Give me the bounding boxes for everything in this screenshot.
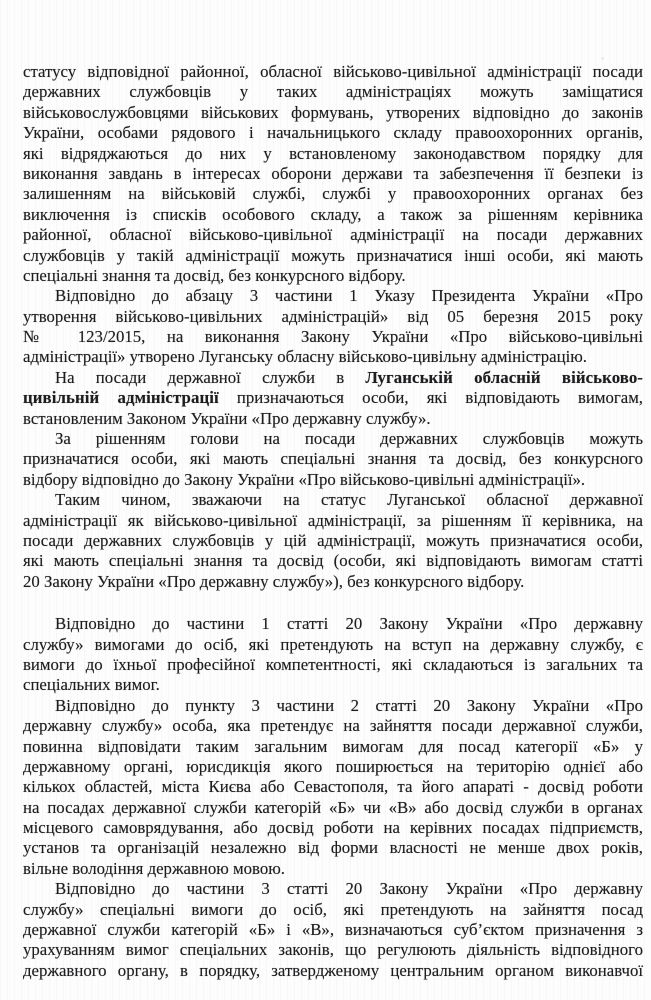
text-line: на посадах державної служби категорій «Б» чи «В» або досвід служби в органах	[23, 797, 643, 817]
text-line: Відповідно до частини 1 статті 20 Закону України «Про державну	[55, 614, 643, 634]
text-line: № 123/2015, на виконання Закону України «Про військово-цивільні	[23, 327, 643, 347]
paragraph	[23, 614, 643, 696]
text-line: районної, обласної військово-цивільної адміністрації на посади державних	[23, 225, 643, 245]
text-line: місцевого самоврядування, або досвід роботи на керівних посадах підприємств,	[23, 818, 643, 838]
text-line: військовослужбовцями військових формувань, утворених відповідно до законів	[23, 102, 643, 122]
scan-speck	[448, 663, 451, 667]
text-line: За рішенням голови на посади державних службовців можуть	[55, 429, 643, 449]
text-line: Таким чином, зважаючи на статус Луганської обласної державної	[55, 490, 643, 510]
text-line: урахуванням вимог спеціальних законів, що регулюють діяльність відповідного	[23, 940, 643, 960]
paragraph	[23, 286, 643, 368]
text-line: Відповідно до пункту 3 частини 2 статті 20 Закону України «Про	[55, 695, 643, 715]
text-line: адміністрації» утворено Луганську обласну військово-цивільну адміністрацію.	[23, 347, 587, 367]
text-line: повинна відповідати таким загальним вимогам для посад категорії «Б» у	[23, 736, 643, 756]
text-line: державну службу» особа, яка претендує на зайняття посади державної служби,	[23, 716, 643, 736]
text-line: статусу відповідної районної, обласної військово-цивільної адміністрації посади	[23, 62, 643, 81]
scan-speck	[601, 57, 604, 60]
paragraph	[23, 696, 643, 880]
text-line: виконання завдань в інтересах оборони держави та забезпечення її безпеки із	[23, 163, 643, 183]
text-line: спеціальних вимог.	[23, 675, 160, 695]
text-line: службовців у такій адміністрації можуть призначатися інші особи, які мають	[23, 245, 643, 265]
text-line: державних службовців у таких адміністраціях можуть заміщатися	[23, 82, 643, 102]
paragraph	[23, 879, 643, 981]
text-line: Відповідно до частини 3 статті 20 Закону України «Про державну	[55, 879, 643, 899]
paragraph	[23, 429, 643, 490]
text-line: державного органу, в порядку, затвердженому центральним органом виконавчої	[23, 960, 643, 980]
text-line: призначатися особи, які мають спеціальні знання та досвід, без конкурсного	[23, 449, 643, 469]
text-line: державної служби категорій «Б» і «В», визначаються суб’єктом призначення з	[23, 920, 643, 940]
text-line: службу» спеціальні вимоги до осіб, які претендують на зайняття посад	[23, 899, 643, 919]
text-line: службу» вимогами до осіб, які претендують на вступ на державну службу, є	[23, 634, 643, 654]
text-line: адміністрації як військово-цивільної адміністрації, за рішенням її керівника, на	[23, 510, 643, 530]
text-line: які мають спеціальні знання та досвід (особи, які відповідають вимогам статті	[23, 551, 643, 571]
scan-speck	[583, 906, 585, 911]
text-line: 20 Закону України «Про державну службу»), без конкурсного відбору.	[23, 571, 525, 591]
paragraph	[23, 490, 643, 592]
text-line: вільне володіння державною мовою.	[23, 858, 285, 878]
paragraph	[23, 368, 643, 429]
text-line: України, особами рядового і начальницького складу правоохоронних органів,	[23, 123, 643, 143]
text-line: державному органі, юрисдикція якого поширюється на територію однієї або	[23, 756, 643, 776]
paragraph	[23, 62, 643, 286]
text-line: установ та організацій незалежно від форми власності не менше двох років,	[23, 838, 643, 858]
text-line: посади державних службовців у цій адміністрації, можуть призначатися особи,	[23, 530, 643, 550]
text-line: залишенням на військовій службі, службі у правоохоронних органах без	[23, 184, 643, 204]
document-body	[23, 62, 643, 981]
text-line: виключення із списків особового складу, а також за рішенням керівника	[23, 204, 643, 224]
text-line: На посади державної служби в Луганській обласній військово-	[55, 367, 643, 387]
text-line: цивільній адміністрації призначаються особи, які відповідають вимогам,	[23, 388, 644, 408]
text-line: утворення військово-цивільних адміністрацій» від 05 березня 2015 року	[23, 306, 643, 326]
text-line: спеціальні знання та досвід, без конкурсного відбору.	[23, 265, 406, 285]
text-line: кількох областей, міста Києва або Севастополя, та його апараті - досвід роботи	[23, 777, 643, 797]
text-line: встановленим Законом України «Про державну службу».	[23, 408, 431, 428]
text-line: Відповідно до абзацу 3 частини 1 Указу Президента України «Про	[55, 286, 643, 306]
text-line: які відряджаються до них у встановленому законодавством порядку для	[23, 143, 643, 163]
text-line: відбору відповідно до Закону України «Про військово-цивільні адміністрації».	[23, 469, 586, 489]
text-line: вимоги до їхньої професійної компетентності, які складаються із загальних та	[23, 654, 643, 674]
